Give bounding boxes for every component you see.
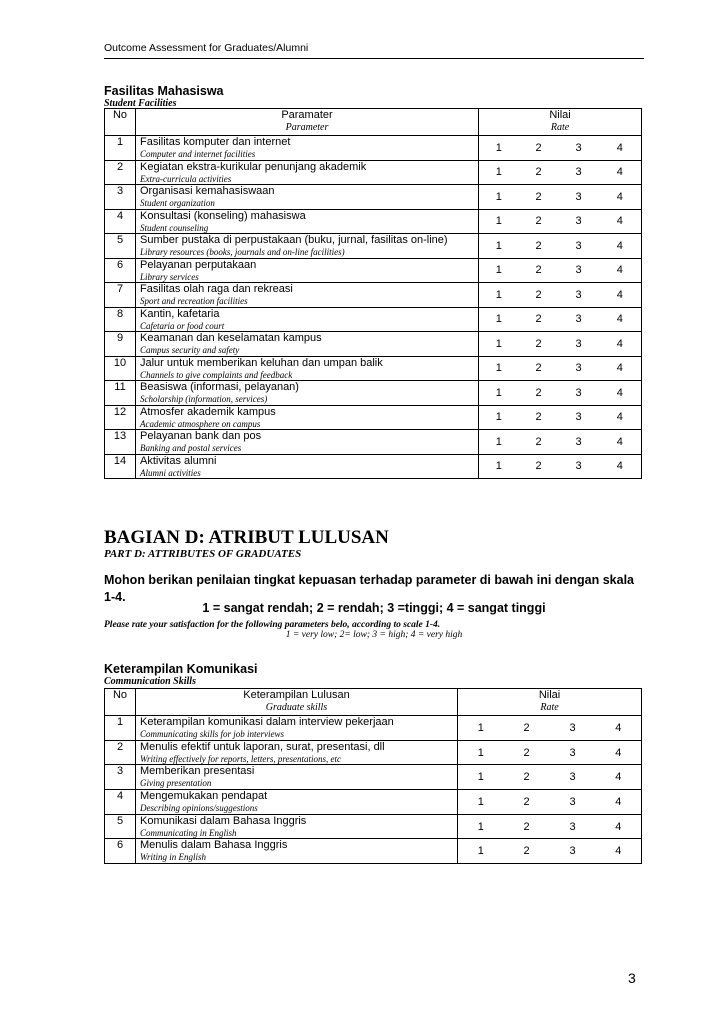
rate-option-2[interactable]: 2 <box>519 185 559 210</box>
row-number: 7 <box>105 283 136 308</box>
rate-option-2[interactable]: 2 <box>519 283 559 308</box>
rate-option-2[interactable]: 2 <box>519 405 559 430</box>
table-row <box>105 790 642 815</box>
param-label-en: Banking and postal services <box>140 443 242 453</box>
param-label-en: Describing opinions/suggestions <box>140 803 258 814</box>
student-facilities-title: Fasilitas Mahasiswa <box>104 84 224 98</box>
param-label-en: Scholarship (information, services) <box>140 394 268 404</box>
communication-skills-table <box>104 688 642 864</box>
running-header: Outcome Assessment for Graduates/Alumni <box>104 42 309 54</box>
rate-option-3[interactable]: 3 <box>559 185 599 210</box>
table-row <box>105 454 642 479</box>
header-rule <box>104 58 644 59</box>
param-label-en: Cafetaria or food court <box>140 320 225 331</box>
rate-option-1[interactable]: 1 <box>458 839 504 864</box>
row-number: 8 <box>105 307 136 332</box>
table-row <box>105 332 642 357</box>
rate-option-3[interactable]: 3 <box>559 381 599 406</box>
col-no-header: No <box>105 689 136 716</box>
row-number: 9 <box>105 332 136 357</box>
param-label-id: Kantin, kafetaria <box>140 307 220 320</box>
rate-option-3[interactable]: 3 <box>550 814 596 839</box>
row-parameter <box>136 185 479 210</box>
student-facilities-subtitle: Student Facilities <box>104 98 177 109</box>
rate-option-4[interactable]: 4 <box>596 790 642 815</box>
rate-option-4[interactable]: 4 <box>596 716 642 741</box>
param-label-id: Aktivitas alumni <box>140 454 217 467</box>
table-row <box>105 258 642 283</box>
table-row <box>105 839 642 864</box>
param-label-id: Organisasi kemahasiswaan <box>140 185 275 197</box>
param-label-en: Academic atmosphere on campus <box>140 418 261 429</box>
table-row <box>105 356 642 381</box>
table-row <box>105 716 642 741</box>
rate-option-3[interactable]: 3 <box>550 740 596 765</box>
rate-option-1[interactable]: 1 <box>479 209 519 234</box>
rate-option-2[interactable]: 2 <box>519 454 559 479</box>
param-label-en: Library services <box>140 271 199 282</box>
scale-id: 1 = sangat rendah; 2 = rendah; 3 =tinggi; 4 = sangat tinggi <box>202 601 546 615</box>
rate-option-1[interactable]: 1 <box>479 381 519 406</box>
rate-option-4[interactable]: 4 <box>599 307 642 332</box>
rate-option-1[interactable]: 1 <box>479 185 519 210</box>
row-parameter <box>136 430 479 455</box>
col-rate-header: Nilai Rate <box>458 689 642 716</box>
param-label-id: Beasiswa (informasi, pelayanan) <box>140 381 299 393</box>
page-number: 3 <box>628 970 636 986</box>
param-label-id: Atmosfer akademik kampus <box>140 405 276 418</box>
row-parameter <box>136 258 479 283</box>
param-label-en: Sport and recreation facilities <box>140 296 248 306</box>
rate-option-4[interactable]: 4 <box>596 740 642 765</box>
rate-option-4[interactable]: 4 <box>599 185 642 210</box>
rate-option-3[interactable]: 3 <box>559 234 599 259</box>
table-row <box>105 283 642 308</box>
row-parameter <box>136 740 458 765</box>
rate-option-3[interactable]: 3 <box>550 790 596 815</box>
rate-option-1[interactable]: 1 <box>479 356 519 381</box>
instruction-en: Please rate your satisfaction for the following parameters belo, according to scale 1-4. <box>104 620 441 630</box>
rate-option-1[interactable]: 1 <box>479 307 519 332</box>
rate-option-1[interactable]: 1 <box>479 454 519 479</box>
rate-option-2[interactable]: 2 <box>504 765 550 790</box>
param-label-id: Pelayanan perputakaan <box>140 258 257 271</box>
rate-option-3[interactable]: 3 <box>550 765 596 790</box>
instruction-id: Mohon berikan penilaian tingkat kepuasan terhadap parameter di bawah ini dengan skala 1-4. <box>104 573 634 604</box>
param-label-id: Pelayanan bank dan pos <box>140 430 262 442</box>
table-row <box>105 307 642 332</box>
rate-option-4[interactable]: 4 <box>596 839 642 864</box>
table-row <box>105 136 642 161</box>
row-parameter <box>136 839 458 864</box>
rate-option-4[interactable]: 4 <box>599 332 642 357</box>
row-number: 1 <box>105 136 136 161</box>
rate-option-2[interactable]: 2 <box>504 814 550 839</box>
param-label-id: Keterampilan komunikasi dalam interview pekerjaan <box>140 716 394 728</box>
rate-option-1[interactable]: 1 <box>479 234 519 259</box>
row-parameter <box>136 283 479 308</box>
row-number: 11 <box>105 381 136 406</box>
table-row <box>105 234 642 259</box>
param-label-id: Mengemukakan pendapat <box>140 790 268 803</box>
rate-option-3[interactable]: 3 <box>559 405 599 430</box>
row-parameter <box>136 307 479 332</box>
student-facilities-body <box>105 136 642 479</box>
param-label-id: Jalur untuk memberikan keluhan dan umpan balik <box>140 356 383 369</box>
row-number: 5 <box>105 234 136 259</box>
rate-option-4[interactable]: 4 <box>599 356 642 381</box>
rate-option-3[interactable]: 3 <box>550 716 596 741</box>
param-label-en: Writing in English <box>140 852 207 863</box>
row-parameter <box>136 716 458 741</box>
row-parameter <box>136 765 458 790</box>
col-no-header: No <box>105 109 136 136</box>
rate-option-1[interactable]: 1 <box>479 258 519 283</box>
table-row <box>105 814 642 839</box>
rate-option-2[interactable]: 2 <box>504 790 550 815</box>
rate-option-1[interactable]: 1 <box>479 332 519 357</box>
table-row <box>105 209 642 234</box>
row-parameter <box>136 332 479 357</box>
param-label-id: Komunikasi dalam Bahasa Inggris <box>140 814 307 827</box>
table-row <box>105 430 642 455</box>
communication-skills-title: Keterampilan Komunikasi <box>104 662 258 676</box>
rate-option-3[interactable]: 3 <box>559 307 599 332</box>
rate-option-4[interactable]: 4 <box>599 136 642 161</box>
param-label-en: Campus security and safety <box>140 345 240 355</box>
rate-option-4[interactable]: 4 <box>599 381 642 406</box>
row-number: 3 <box>105 185 136 210</box>
table-row <box>105 160 642 185</box>
param-label-id: Fasilitas komputer dan internet <box>140 136 291 148</box>
rate-option-4[interactable]: 4 <box>599 258 642 283</box>
rate-option-3[interactable]: 3 <box>550 839 596 864</box>
rate-option-1[interactable]: 1 <box>458 740 504 765</box>
table-row <box>105 381 642 406</box>
rate-option-2[interactable]: 2 <box>519 160 559 185</box>
part-d-subtitle: PART D: ATTRIBUTES OF GRADUATES <box>104 548 302 560</box>
rate-option-3[interactable]: 3 <box>559 356 599 381</box>
row-number: 4 <box>105 209 136 234</box>
rate-option-1[interactable]: 1 <box>458 814 504 839</box>
student-facilities-table <box>104 108 642 479</box>
rate-option-1[interactable]: 1 <box>479 405 519 430</box>
param-label-id: Konsultasi (konseling) mahasiswa <box>140 209 306 222</box>
param-label-en: Giving presentation <box>140 778 212 789</box>
param-label-id: Keamanan dan keselamatan kampus <box>140 332 322 344</box>
rate-option-4[interactable]: 4 <box>599 160 642 185</box>
row-parameter <box>136 454 479 479</box>
param-label-en: Channels to give complaints and feedback <box>140 369 293 380</box>
param-label-id: Memberikan presentasi <box>140 765 255 778</box>
row-number: 4 <box>105 790 136 815</box>
col-param-header: Paramater Parameter <box>136 109 479 136</box>
rate-option-1[interactable]: 1 <box>479 136 519 161</box>
rate-option-3[interactable]: 3 <box>559 430 599 455</box>
col-param-header: Keterampilan Lulusan Graduate skills <box>136 689 458 716</box>
row-parameter <box>136 405 479 430</box>
rate-option-3[interactable]: 3 <box>559 283 599 308</box>
rate-option-2[interactable]: 2 <box>519 234 559 259</box>
table-row <box>105 740 642 765</box>
rate-option-4[interactable]: 4 <box>596 814 642 839</box>
row-parameter <box>136 814 458 839</box>
rate-option-4[interactable]: 4 <box>599 234 642 259</box>
rate-option-1[interactable]: 1 <box>458 765 504 790</box>
param-label-id: Menulis dalam Bahasa Inggris <box>140 839 288 852</box>
rate-option-4[interactable]: 4 <box>599 454 642 479</box>
rate-option-2[interactable]: 2 <box>519 209 559 234</box>
param-label-en: Student counseling <box>140 222 209 233</box>
row-number: 6 <box>105 839 136 864</box>
table-row <box>105 765 642 790</box>
param-label-id: Kegiatan ekstra-kurikular penunjang akademik <box>140 160 367 173</box>
rate-option-1[interactable]: 1 <box>479 430 519 455</box>
rate-option-2[interactable]: 2 <box>504 839 550 864</box>
rate-option-4[interactable]: 4 <box>599 430 642 455</box>
row-parameter <box>136 356 479 381</box>
rate-option-4[interactable]: 4 <box>596 765 642 790</box>
rate-option-2[interactable]: 2 <box>519 258 559 283</box>
rate-option-2[interactable]: 2 <box>504 716 550 741</box>
rate-option-2[interactable]: 2 <box>519 332 559 357</box>
row-parameter <box>136 234 479 259</box>
rate-option-1[interactable]: 1 <box>479 160 519 185</box>
row-number: 3 <box>105 765 136 790</box>
param-label-en: Computer and internet facilities <box>140 149 256 159</box>
table-row <box>105 405 642 430</box>
param-label-en: Extra-curricula activities <box>140 173 232 184</box>
rate-option-3[interactable]: 3 <box>559 160 599 185</box>
param-label-id: Fasilitas olah raga dan rekreasi <box>140 283 293 295</box>
part-d-title: BAGIAN D: ATRIBUT LULUSAN <box>104 527 389 548</box>
col-rate-header: Nilai Rate <box>479 109 642 136</box>
row-number: 2 <box>105 160 136 185</box>
scale-en: 1 = very low; 2= low; 3 = high; 4 = very high <box>285 630 463 640</box>
rate-option-4[interactable]: 4 <box>599 405 642 430</box>
row-number: 6 <box>105 258 136 283</box>
row-number: 10 <box>105 356 136 381</box>
row-number: 12 <box>105 405 136 430</box>
row-parameter <box>136 160 479 185</box>
rate-option-4[interactable]: 4 <box>599 209 642 234</box>
param-label-id: Menulis efektif untuk laporan, surat, presentasi, dll <box>140 740 385 753</box>
param-label-en: Communicating skills for job interviews <box>140 729 284 739</box>
param-label-id: Sumber pustaka di perpustakaan (buku, jurnal, fasilitas on-line) <box>140 234 448 246</box>
rate-option-2[interactable]: 2 <box>519 430 559 455</box>
param-label-en: Writing effectively for reports, letters, presentations, etc <box>140 753 342 764</box>
rate-option-2[interactable]: 2 <box>519 356 559 381</box>
rate-option-3[interactable]: 3 <box>559 136 599 161</box>
rate-option-2[interactable]: 2 <box>519 381 559 406</box>
rate-option-1[interactable]: 1 <box>479 283 519 308</box>
row-parameter <box>136 209 479 234</box>
rate-option-4[interactable]: 4 <box>599 283 642 308</box>
rate-option-3[interactable]: 3 <box>559 332 599 357</box>
table-row <box>105 185 642 210</box>
row-number: 14 <box>105 454 136 479</box>
communication-skills-body <box>105 716 642 864</box>
param-label-en: Library resources (books, journals and on-line facilities) <box>140 247 345 257</box>
row-parameter <box>136 381 479 406</box>
rate-option-3[interactable]: 3 <box>559 209 599 234</box>
rate-option-2[interactable]: 2 <box>519 136 559 161</box>
row-number: 5 <box>105 814 136 839</box>
row-parameter <box>136 136 479 161</box>
rate-option-2[interactable]: 2 <box>504 740 550 765</box>
row-number: 13 <box>105 430 136 455</box>
row-number: 1 <box>105 716 136 741</box>
communication-skills-subtitle: Communication Skills <box>104 676 196 687</box>
param-label-en: Student organization <box>140 198 215 208</box>
row-number: 2 <box>105 740 136 765</box>
rate-option-1[interactable]: 1 <box>458 790 504 815</box>
rate-option-3[interactable]: 3 <box>559 454 599 479</box>
param-label-en: Communicating in English <box>140 827 237 838</box>
rate-option-1[interactable]: 1 <box>458 716 504 741</box>
row-parameter <box>136 790 458 815</box>
rate-option-3[interactable]: 3 <box>559 258 599 283</box>
param-label-en: Alumni activities <box>140 467 201 478</box>
rate-option-2[interactable]: 2 <box>519 307 559 332</box>
